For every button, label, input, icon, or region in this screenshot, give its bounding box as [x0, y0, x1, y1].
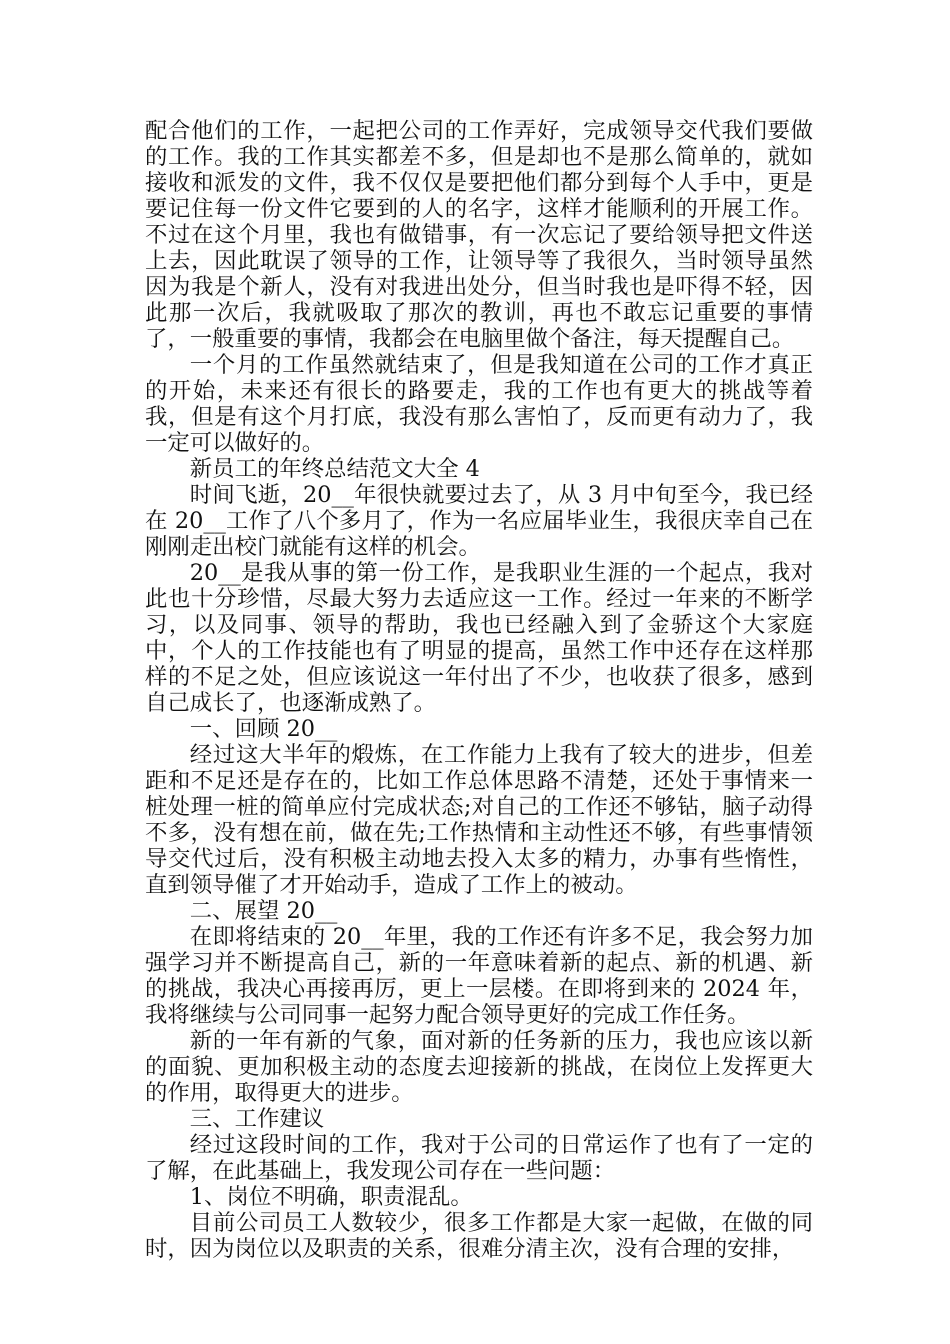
subsection-heading: 1、岗位不明确，职责混乱。	[189, 1184, 473, 1210]
paragraph: 一个月的工作虽然就结束了，但是我知道在公司的工作才真正的开始，未来还有很长的路要走，我的工作也有更大的挑战等着我，但是有这个月打底，我没有那么害怕了，反而更有动力了，我一定可以做好的。	[145, 352, 813, 456]
paragraph: 20__是我从事的第一份工作，是我职业生涯的一个起点，我对此也十分珍惜，尽最大努力去适应这一工作。经过一年来的不断学习，以及同事、领导的帮助，我也已经融入到了金骄这个大家庭中，个人的工作技能也有了明显的提高，虽然工作中还存在这样那样的不足之处，但应该说这一年付出了不少，也收获了很多，感到自己成长了，也逐渐成熟了。	[145, 560, 813, 716]
section-title: 新员工的年终总结范文大全 4	[189, 456, 480, 482]
section-heading: 三、工作建议	[189, 1106, 325, 1132]
paragraph: 新的一年有新的气象，面对新的任务新的压力，我也应该以新的面貌、更加积极主动的态度去迎接新的挑战，在岗位上发挥更大的作用，取得更大的进步。	[145, 1028, 813, 1106]
paragraph: 目前公司员工人数较少，很多工作都是大家一起做，在做的同时，因为岗位以及职责的关系，很难分清主次，没有合理的安排，	[145, 1210, 813, 1262]
document-page	[145, 118, 813, 1262]
section-heading: 二、展望 20__	[189, 898, 338, 924]
paragraph-continuation: 配合他们的工作，一起把公司的工作弄好，完成领导交代我们要做的工作。我的工作其实都差不多，但是却也不是那么简单的，就如接收和派发的文件，我不仅仅是要把他们都分到每个人手中，更是要记住每一份文件它要到的人的名字，这样才能顺利的开展工作。不过在这个月里，我也有做错事，有一次忘记了要给领导把文件送上去，因此耽误了领导的工作，让领导等了我很久，当时领导虽然因为我是个新人，没有对我进出处分，但当时我也是吓得不轻，因此那一次后，我就吸取了那次的教训，再也不敢忘记重要的事情了，一般重要的事情，我都会在电脑里做个备注，每天提醒自己。	[145, 118, 813, 352]
paragraph: 时间飞逝，20__年很快就要过去了，从 3 月中旬至今，我已经在 20__工作了八个多月了，作为一名应届毕业生，我很庆幸自己在刚刚走出校门就能有这样的机会。	[145, 482, 813, 560]
section-heading: 一、回顾 20__	[189, 716, 338, 742]
paragraph: 经过这大半年的煅炼，在工作能力上我有了较大的进步，但差距和不足还是存在的，比如工作总体思路不清楚，还处于事情来一桩处理一桩的简单应付完成状态;对自己的工作还不够钻，脑子动得不多，没有想在前，做在先;工作热情和主动性还不够，有些事情领导交代过后，没有积极主动地去投入太多的精力，办事有些惰性，直到领导催了才开始动手，造成了工作上的被动。	[145, 742, 813, 898]
paragraph: 经过这段时间的工作，我对于公司的日常运作了也有了一定的了解，在此基础上，我发现公司存在一些问题：	[145, 1132, 813, 1184]
paragraph: 在即将结束的 20__年里，我的工作还有许多不足，我会努力加强学习并不断提高自己，新的一年意味着新的起点、新的机遇、新的挑战，我决心再接再厉，更上一层楼。在即将到来的 2024 年，我将继续与公司同事一起努力配合领导更好的完成工作任务。	[145, 924, 813, 1028]
